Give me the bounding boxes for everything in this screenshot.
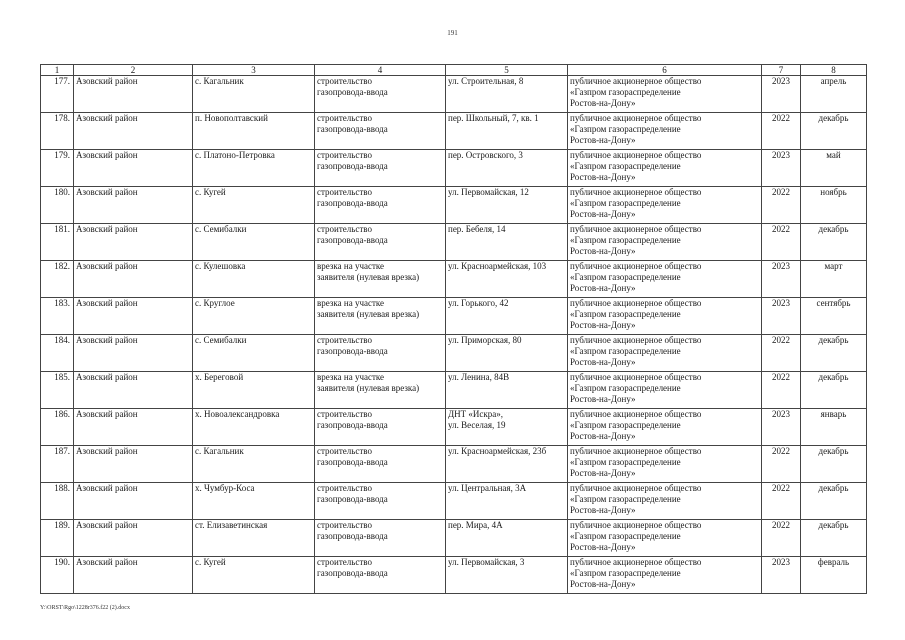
organization-cell [568, 76, 762, 113]
settlement-cell: с. Кагальник [193, 446, 315, 483]
work-type-cell [315, 372, 446, 409]
organization-cell [568, 335, 762, 372]
row-number: 189. [41, 520, 74, 557]
address-cell-line: ул. Красноармейская, 103 [448, 261, 547, 271]
address-cell-line: ул. Первомайская, 3 [448, 557, 525, 567]
work-type-cell [315, 557, 446, 594]
column-header: 4 [315, 65, 446, 76]
address-cell-line: ул. Горького, 42 [448, 298, 509, 308]
organization-cell-line: «Газпром газораспределение [570, 383, 681, 393]
organization-cell-line: Ростов-на-Дону» [570, 431, 636, 441]
district-cell: Азовский район [74, 298, 193, 335]
work-type-cell-line: строительство [317, 113, 372, 123]
work-type-cell [315, 409, 446, 446]
table-row [41, 298, 867, 335]
organization-cell [568, 409, 762, 446]
month-cell: сентябрь [801, 298, 867, 335]
settlement-cell: п. Новополтавский [193, 113, 315, 150]
organization-cell [568, 446, 762, 483]
address-cell-line: пер. Школьный, 7, кв. 1 [448, 113, 539, 123]
organization-cell-line: «Газпром газораспределение [570, 87, 681, 97]
address-cell [446, 446, 568, 483]
address-cell-line: ул. Красноармейская, 23б [448, 446, 547, 456]
year-cell: 2022 [762, 372, 801, 409]
settlement-cell: х. Новоалександровка [193, 409, 315, 446]
month-cell: март [801, 261, 867, 298]
work-type-cell-line: газопровода-ввода [317, 161, 388, 171]
work-type-cell-line: газопровода-ввода [317, 198, 388, 208]
document-file-path: Y:\ORST\Rgo\1228r376.f22 (2).docx [40, 605, 130, 611]
organization-cell-line: публичное акционерное общество [570, 113, 702, 123]
address-cell [446, 224, 568, 261]
work-type-cell-line: строительство [317, 150, 372, 160]
row-number: 183. [41, 298, 74, 335]
work-type-cell [315, 446, 446, 483]
work-type-cell-line: врезка на участке [317, 261, 385, 271]
work-type-cell-line: газопровода-ввода [317, 124, 388, 134]
work-type-cell [315, 113, 446, 150]
work-type-cell-line: заявителя (нулевая врезка) [317, 272, 420, 282]
year-cell: 2023 [762, 298, 801, 335]
month-cell: декабрь [801, 224, 867, 261]
address-cell-line: ул. Центральная, 3А [448, 483, 527, 493]
row-number: 179. [41, 150, 74, 187]
page-number: 191 [447, 29, 458, 37]
month-cell: декабрь [801, 446, 867, 483]
organization-cell-line: Ростов-на-Дону» [570, 542, 636, 552]
work-type-cell-line: заявителя (нулевая врезка) [317, 383, 420, 393]
work-type-cell-line: строительство [317, 409, 372, 419]
district-cell: Азовский район [74, 261, 193, 298]
work-type-cell [315, 150, 446, 187]
organization-cell-line: Ростов-на-Дону» [570, 209, 636, 219]
work-type-cell-line: заявителя (нулевая врезка) [317, 309, 420, 319]
year-cell: 2022 [762, 483, 801, 520]
work-type-cell-line: газопровода-ввода [317, 87, 388, 97]
organization-cell-line: публичное акционерное общество [570, 483, 702, 493]
year-cell: 2022 [762, 446, 801, 483]
row-number: 188. [41, 483, 74, 520]
work-type-cell [315, 520, 446, 557]
organization-cell [568, 372, 762, 409]
year-cell: 2022 [762, 335, 801, 372]
address-cell-line: пер. Мира, 4А [448, 520, 503, 530]
row-number: 182. [41, 261, 74, 298]
address-cell-line: пер. Островского, 3 [448, 150, 523, 160]
organization-cell [568, 483, 762, 520]
work-type-cell [315, 335, 446, 372]
organization-cell [568, 150, 762, 187]
settlement-cell: ст. Елизаветинская [193, 520, 315, 557]
address-cell [446, 483, 568, 520]
work-type-cell [315, 261, 446, 298]
organization-cell [568, 261, 762, 298]
organization-cell-line: Ростов-на-Дону» [570, 135, 636, 145]
table-row [41, 224, 867, 261]
address-cell [446, 261, 568, 298]
work-type-cell-line: строительство [317, 224, 372, 234]
district-cell: Азовский район [74, 187, 193, 224]
column-header: 5 [446, 65, 568, 76]
organization-cell [568, 557, 762, 594]
organization-cell-line: публичное акционерное общество [570, 520, 702, 530]
organization-cell-line: «Газпром газораспределение [570, 161, 681, 171]
work-type-cell-line: строительство [317, 76, 372, 86]
address-cell [446, 187, 568, 224]
organization-cell-line: публичное акционерное общество [570, 335, 702, 345]
settlement-cell: с. Платоно-Петровка [193, 150, 315, 187]
table-row [41, 187, 867, 224]
month-cell: декабрь [801, 113, 867, 150]
year-cell: 2022 [762, 113, 801, 150]
organization-cell-line: публичное акционерное общество [570, 224, 702, 234]
organization-cell [568, 113, 762, 150]
organization-cell-line: Ростов-на-Дону» [570, 357, 636, 367]
organization-cell-line: Ростов-на-Дону» [570, 98, 636, 108]
settlement-cell: с. Кугей [193, 187, 315, 224]
address-cell [446, 113, 568, 150]
row-number: 184. [41, 335, 74, 372]
year-cell: 2022 [762, 224, 801, 261]
column-header: 2 [74, 65, 193, 76]
year-cell: 2023 [762, 557, 801, 594]
organization-cell-line: «Газпром газораспределение [570, 568, 681, 578]
work-type-cell-line: строительство [317, 520, 372, 530]
row-number: 180. [41, 187, 74, 224]
table-row [41, 483, 867, 520]
address-cell [446, 520, 568, 557]
row-number: 185. [41, 372, 74, 409]
work-type-cell-line: газопровода-ввода [317, 457, 388, 467]
month-cell: февраль [801, 557, 867, 594]
table-row [41, 150, 867, 187]
organization-cell [568, 224, 762, 261]
organization-cell-line: Ростов-на-Дону» [570, 394, 636, 404]
column-header: 3 [193, 65, 315, 76]
organization-cell-line: «Газпром газораспределение [570, 531, 681, 541]
settlement-cell: с. Кулешовка [193, 261, 315, 298]
address-cell [446, 409, 568, 446]
row-number: 190. [41, 557, 74, 594]
row-number: 181. [41, 224, 74, 261]
organization-cell-line: Ростов-на-Дону» [570, 505, 636, 515]
year-cell: 2022 [762, 520, 801, 557]
organization-cell-line: Ростов-на-Дону» [570, 579, 636, 589]
work-type-cell [315, 224, 446, 261]
work-type-cell [315, 298, 446, 335]
district-cell: Азовский район [74, 446, 193, 483]
address-cell [446, 150, 568, 187]
organization-cell-line: публичное акционерное общество [570, 372, 702, 382]
table-row [41, 76, 867, 113]
address-cell-line: ДНТ «Искра», [448, 409, 503, 419]
column-number-header [41, 65, 867, 76]
address-cell-line: ул. Первомайская, 12 [448, 187, 529, 197]
table-row [41, 409, 867, 446]
month-cell: декабрь [801, 335, 867, 372]
year-cell: 2022 [762, 187, 801, 224]
organization-cell [568, 187, 762, 224]
address-cell [446, 372, 568, 409]
organization-cell-line: Ростов-на-Дону» [570, 283, 636, 293]
work-type-cell [315, 483, 446, 520]
work-type-cell-line: строительство [317, 446, 372, 456]
address-cell-line: пер. Бебеля, 14 [448, 224, 506, 234]
month-cell: январь [801, 409, 867, 446]
address-cell-line: ул. Веселая, 19 [448, 420, 506, 430]
address-cell-line: ул. Ленина, 84В [448, 372, 510, 382]
organization-cell-line: Ростов-на-Дону» [570, 172, 636, 182]
settlement-cell: х. Береговой [193, 372, 315, 409]
month-cell: май [801, 150, 867, 187]
work-type-cell-line: врезка на участке [317, 298, 385, 308]
settlement-cell: с. Круглое [193, 298, 315, 335]
column-header: 1 [41, 65, 74, 76]
organization-cell-line: «Газпром газораспределение [570, 124, 681, 134]
district-cell: Азовский район [74, 76, 193, 113]
organization-cell-line: Ростов-на-Дону» [570, 246, 636, 256]
month-cell: ноябрь [801, 187, 867, 224]
district-cell: Азовский район [74, 483, 193, 520]
work-type-cell-line: газопровода-ввода [317, 235, 388, 245]
address-cell [446, 76, 568, 113]
work-type-cell-line: врезка на участке [317, 372, 385, 382]
organization-cell-line: публичное акционерное общество [570, 150, 702, 160]
month-cell: декабрь [801, 520, 867, 557]
work-type-cell [315, 187, 446, 224]
month-cell: декабрь [801, 372, 867, 409]
organization-cell-line: «Газпром газораспределение [570, 235, 681, 245]
district-cell: Азовский район [74, 335, 193, 372]
work-type-cell-line: строительство [317, 335, 372, 345]
row-number: 177. [41, 76, 74, 113]
column-header: 8 [801, 65, 867, 76]
year-cell: 2023 [762, 76, 801, 113]
organization-cell-line: «Газпром газораспределение [570, 457, 681, 467]
settlement-cell: с. Семибалки [193, 335, 315, 372]
organization-cell-line: Ростов-на-Дону» [570, 320, 636, 330]
address-cell-line: ул. Строительная, 8 [448, 76, 524, 86]
year-cell: 2023 [762, 261, 801, 298]
organization-cell [568, 520, 762, 557]
settlement-cell: с. Кагальник [193, 76, 315, 113]
month-cell: декабрь [801, 483, 867, 520]
organization-cell-line: «Газпром газораспределение [570, 198, 681, 208]
table-row [41, 335, 867, 372]
work-type-cell-line: газопровода-ввода [317, 346, 388, 356]
table-row [41, 113, 867, 150]
address-cell-line: ул. Приморская, 80 [448, 335, 522, 345]
row-number: 187. [41, 446, 74, 483]
organization-cell-line: публичное акционерное общество [570, 298, 702, 308]
address-cell [446, 298, 568, 335]
table-row [41, 261, 867, 298]
organization-cell-line: публичное акционерное общество [570, 261, 702, 271]
work-type-cell-line: газопровода-ввода [317, 420, 388, 430]
work-type-cell [315, 76, 446, 113]
district-cell: Азовский район [74, 224, 193, 261]
row-number: 186. [41, 409, 74, 446]
address-cell [446, 557, 568, 594]
organization-cell-line: публичное акционерное общество [570, 557, 702, 567]
organization-cell-line: публичное акционерное общество [570, 187, 702, 197]
work-type-cell-line: газопровода-ввода [317, 494, 388, 504]
year-cell: 2023 [762, 150, 801, 187]
address-cell [446, 335, 568, 372]
settlement-cell: х. Чумбур-Коса [193, 483, 315, 520]
work-type-cell-line: строительство [317, 187, 372, 197]
district-cell: Азовский район [74, 113, 193, 150]
district-cell: Азовский район [74, 372, 193, 409]
year-cell: 2023 [762, 409, 801, 446]
settlement-cell: с. Семибалки [193, 224, 315, 261]
column-header: 7 [762, 65, 801, 76]
table-row [41, 446, 867, 483]
organization-cell-line: «Газпром газораспределение [570, 420, 681, 430]
work-type-cell-line: газопровода-ввода [317, 531, 388, 541]
organization-cell-line: Ростов-на-Дону» [570, 468, 636, 478]
district-cell: Азовский район [74, 150, 193, 187]
settlement-cell: с. Кугей [193, 557, 315, 594]
column-header: 6 [568, 65, 762, 76]
gas-connection-table [40, 64, 867, 594]
table-row [41, 557, 867, 594]
work-type-cell-line: строительство [317, 483, 372, 493]
month-cell: апрель [801, 76, 867, 113]
organization-cell-line: «Газпром газораспределение [570, 272, 681, 282]
organization-cell-line: «Газпром газораспределение [570, 494, 681, 504]
work-type-cell-line: газопровода-ввода [317, 568, 388, 578]
organization-cell-line: «Газпром газораспределение [570, 309, 681, 319]
district-cell: Азовский район [74, 520, 193, 557]
district-cell: Азовский район [74, 409, 193, 446]
organization-cell-line: «Газпром газораспределение [570, 346, 681, 356]
organization-cell-line: публичное акционерное общество [570, 409, 702, 419]
district-cell: Азовский район [74, 557, 193, 594]
table-row [41, 372, 867, 409]
work-type-cell-line: строительство [317, 557, 372, 567]
table-row [41, 520, 867, 557]
row-number: 178. [41, 113, 74, 150]
organization-cell [568, 298, 762, 335]
organization-cell-line: публичное акционерное общество [570, 76, 702, 86]
organization-cell-line: публичное акционерное общество [570, 446, 702, 456]
